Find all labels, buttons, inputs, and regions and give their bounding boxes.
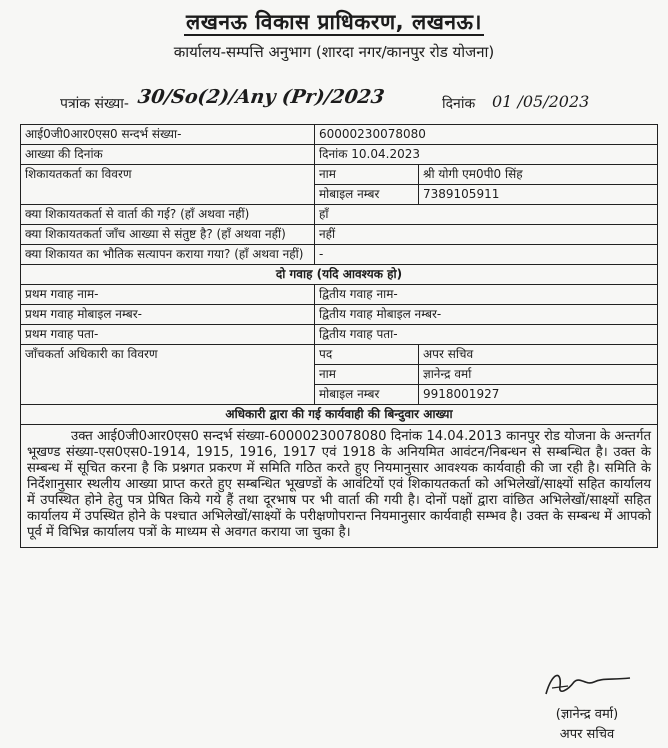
- table-row: [21, 345, 658, 365]
- complainant-name-label: नाम: [315, 165, 419, 185]
- q1-value: हाँ: [315, 205, 658, 225]
- officer-mobile-label: मोबाइल नम्बर: [315, 385, 419, 405]
- action-report-text: उक्त आई0जी0आर0एस0 सन्दर्भ संख्या-60000230078080 दिनांक 14.04.2013 कानपुर रोड योजना के अन्तर्गत भूखण्ड संख्या-एस0एस0-1914, 1915, 1916, 1917 एवं 1918 के अनियमित आवंटन/निबन्धन से सम्बन्धित है। उक्त के सम्बन्ध में सूचित करना है कि प्रश्नगत प्रकरण में समिति गठित करते हुए नियमानुसार आवश्यक कार्यवाही की जा रही है। समिति के निर्देशानुसार स्थलीय आख्या प्राप्त करते हुए सम्बन्धित भूखण्डों के आवंटियों एवं शिकायतकर्ता को अभिलेखों/साक्ष्यों सहित कार्यालय में उपस्थित होने हेतु पत्र प्रेषित किये गये हैं तथा दूरभाष पर भी वार्ता की गयी है। दोनों पक्षों द्वारा वांछित अभिलेखों/साक्ष्यों सहित कार्यालय में उपस्थित होने के पश्चात अभिलेखों/साक्ष्यों के परीक्षणोपरान्त नियमानुसार कार्यवाही सम्भव है। उक्त के सम्बन्ध में आपको पूर्व में विभिन्न कार्यालय पत्रों के माध्यम से अवगत कराया जा चुका है।: [27, 429, 651, 540]
- signatory-designation: अपर सचिव: [559, 727, 615, 742]
- q3-label: क्या शिकायत का भौतिक सत्यापन कराया गया? (हाँ अथवा नहीं): [21, 245, 315, 265]
- q3-value: -: [315, 245, 658, 265]
- report-table: [20, 124, 658, 548]
- igrs-value: 60000230078080: [315, 125, 658, 145]
- officer-mobile-value: 9918001927: [419, 385, 658, 405]
- officer-label: जाँचकर्ता अधिकारी का विवरण: [21, 345, 315, 405]
- signatory-name: (ज्ञानेन्द्र वर्मा): [555, 707, 619, 722]
- witness1-mobile: प्रथम गवाह मोबाइल नम्बर-: [21, 305, 315, 325]
- signature-block: [528, 664, 648, 744]
- complainant-name-value: श्री योगी एम0पी0 सिंह: [419, 165, 658, 185]
- office-subtitle: कार्यालय-सम्पत्ति अनुभाग (शारदा नगर/कानपुर रोड योजना): [173, 43, 495, 61]
- table-row: [21, 265, 658, 285]
- officer-name-value: ज्ञानेन्द्र वर्मा: [419, 365, 658, 385]
- action-report-cell: [21, 425, 658, 548]
- q1-label: क्या शिकायतकर्ता से वार्ता की गई? (हाँ अथवा नहीं): [21, 205, 315, 225]
- table-row: [21, 325, 658, 345]
- table-row: [21, 145, 658, 165]
- witness1-address: प्रथम गवाह पता-: [21, 325, 315, 345]
- report-date-value: दिनांक 10.04.2023: [315, 145, 658, 165]
- ref-number-handwritten: 30/So(2)/Any (Pr)/2023: [136, 86, 386, 108]
- officer-name-label: नाम: [315, 365, 419, 385]
- table-row: [21, 285, 658, 305]
- report-date-label: आख्या की दिनांक: [21, 145, 315, 165]
- handwritten-signature-icon: [538, 664, 638, 704]
- witness-heading: दो गवाह (यदि आवश्यक हो): [21, 265, 658, 285]
- complainant-mobile-label: मोबाइल नम्बर: [315, 185, 419, 205]
- date-label: दिनांक: [442, 96, 476, 112]
- officer-post-value: अपर सचिव: [419, 345, 658, 365]
- complainant-mobile-value: 7389105911: [419, 185, 658, 205]
- officer-post-label: पद: [315, 345, 419, 365]
- page-title: लखनऊ विकास प्राधिकरण, लखनऊ।: [185, 10, 482, 34]
- witness1-name: प्रथम गवाह नाम-: [21, 285, 315, 305]
- table-row: [21, 125, 658, 145]
- table-row: [21, 245, 658, 265]
- complainant-label: शिकायतकर्ता का विवरण: [21, 165, 315, 205]
- table-row: [21, 405, 658, 425]
- date-value: 01 /05/2023: [492, 92, 590, 111]
- q2-value: नहीं: [315, 225, 658, 245]
- igrs-label: आई0जी0आर0एस0 सन्दर्भ संख्या-: [21, 125, 315, 145]
- witness2-mobile: द्वितीय गवाह मोबाइल नम्बर-: [315, 305, 658, 325]
- table-row: [21, 205, 658, 225]
- witness2-address: द्वितीय गवाह पता-: [315, 325, 658, 345]
- ref-number-label: पत्रांक संख्या-: [60, 96, 129, 112]
- q2-label: क्या शिकायतकर्ता जाँच आख्या से संतुष्ट है? (हाँ अथवा नहीं): [21, 225, 315, 245]
- table-row: [21, 165, 658, 185]
- action-heading: अधिकारी द्वारा की गई कार्यवाही की बिन्दुवार आख्या: [21, 405, 658, 425]
- table-row: [21, 225, 658, 245]
- table-row: [21, 425, 658, 548]
- reference-line: [60, 86, 620, 116]
- table-row: [21, 305, 658, 325]
- witness2-name: द्वितीय गवाह नाम-: [315, 285, 658, 305]
